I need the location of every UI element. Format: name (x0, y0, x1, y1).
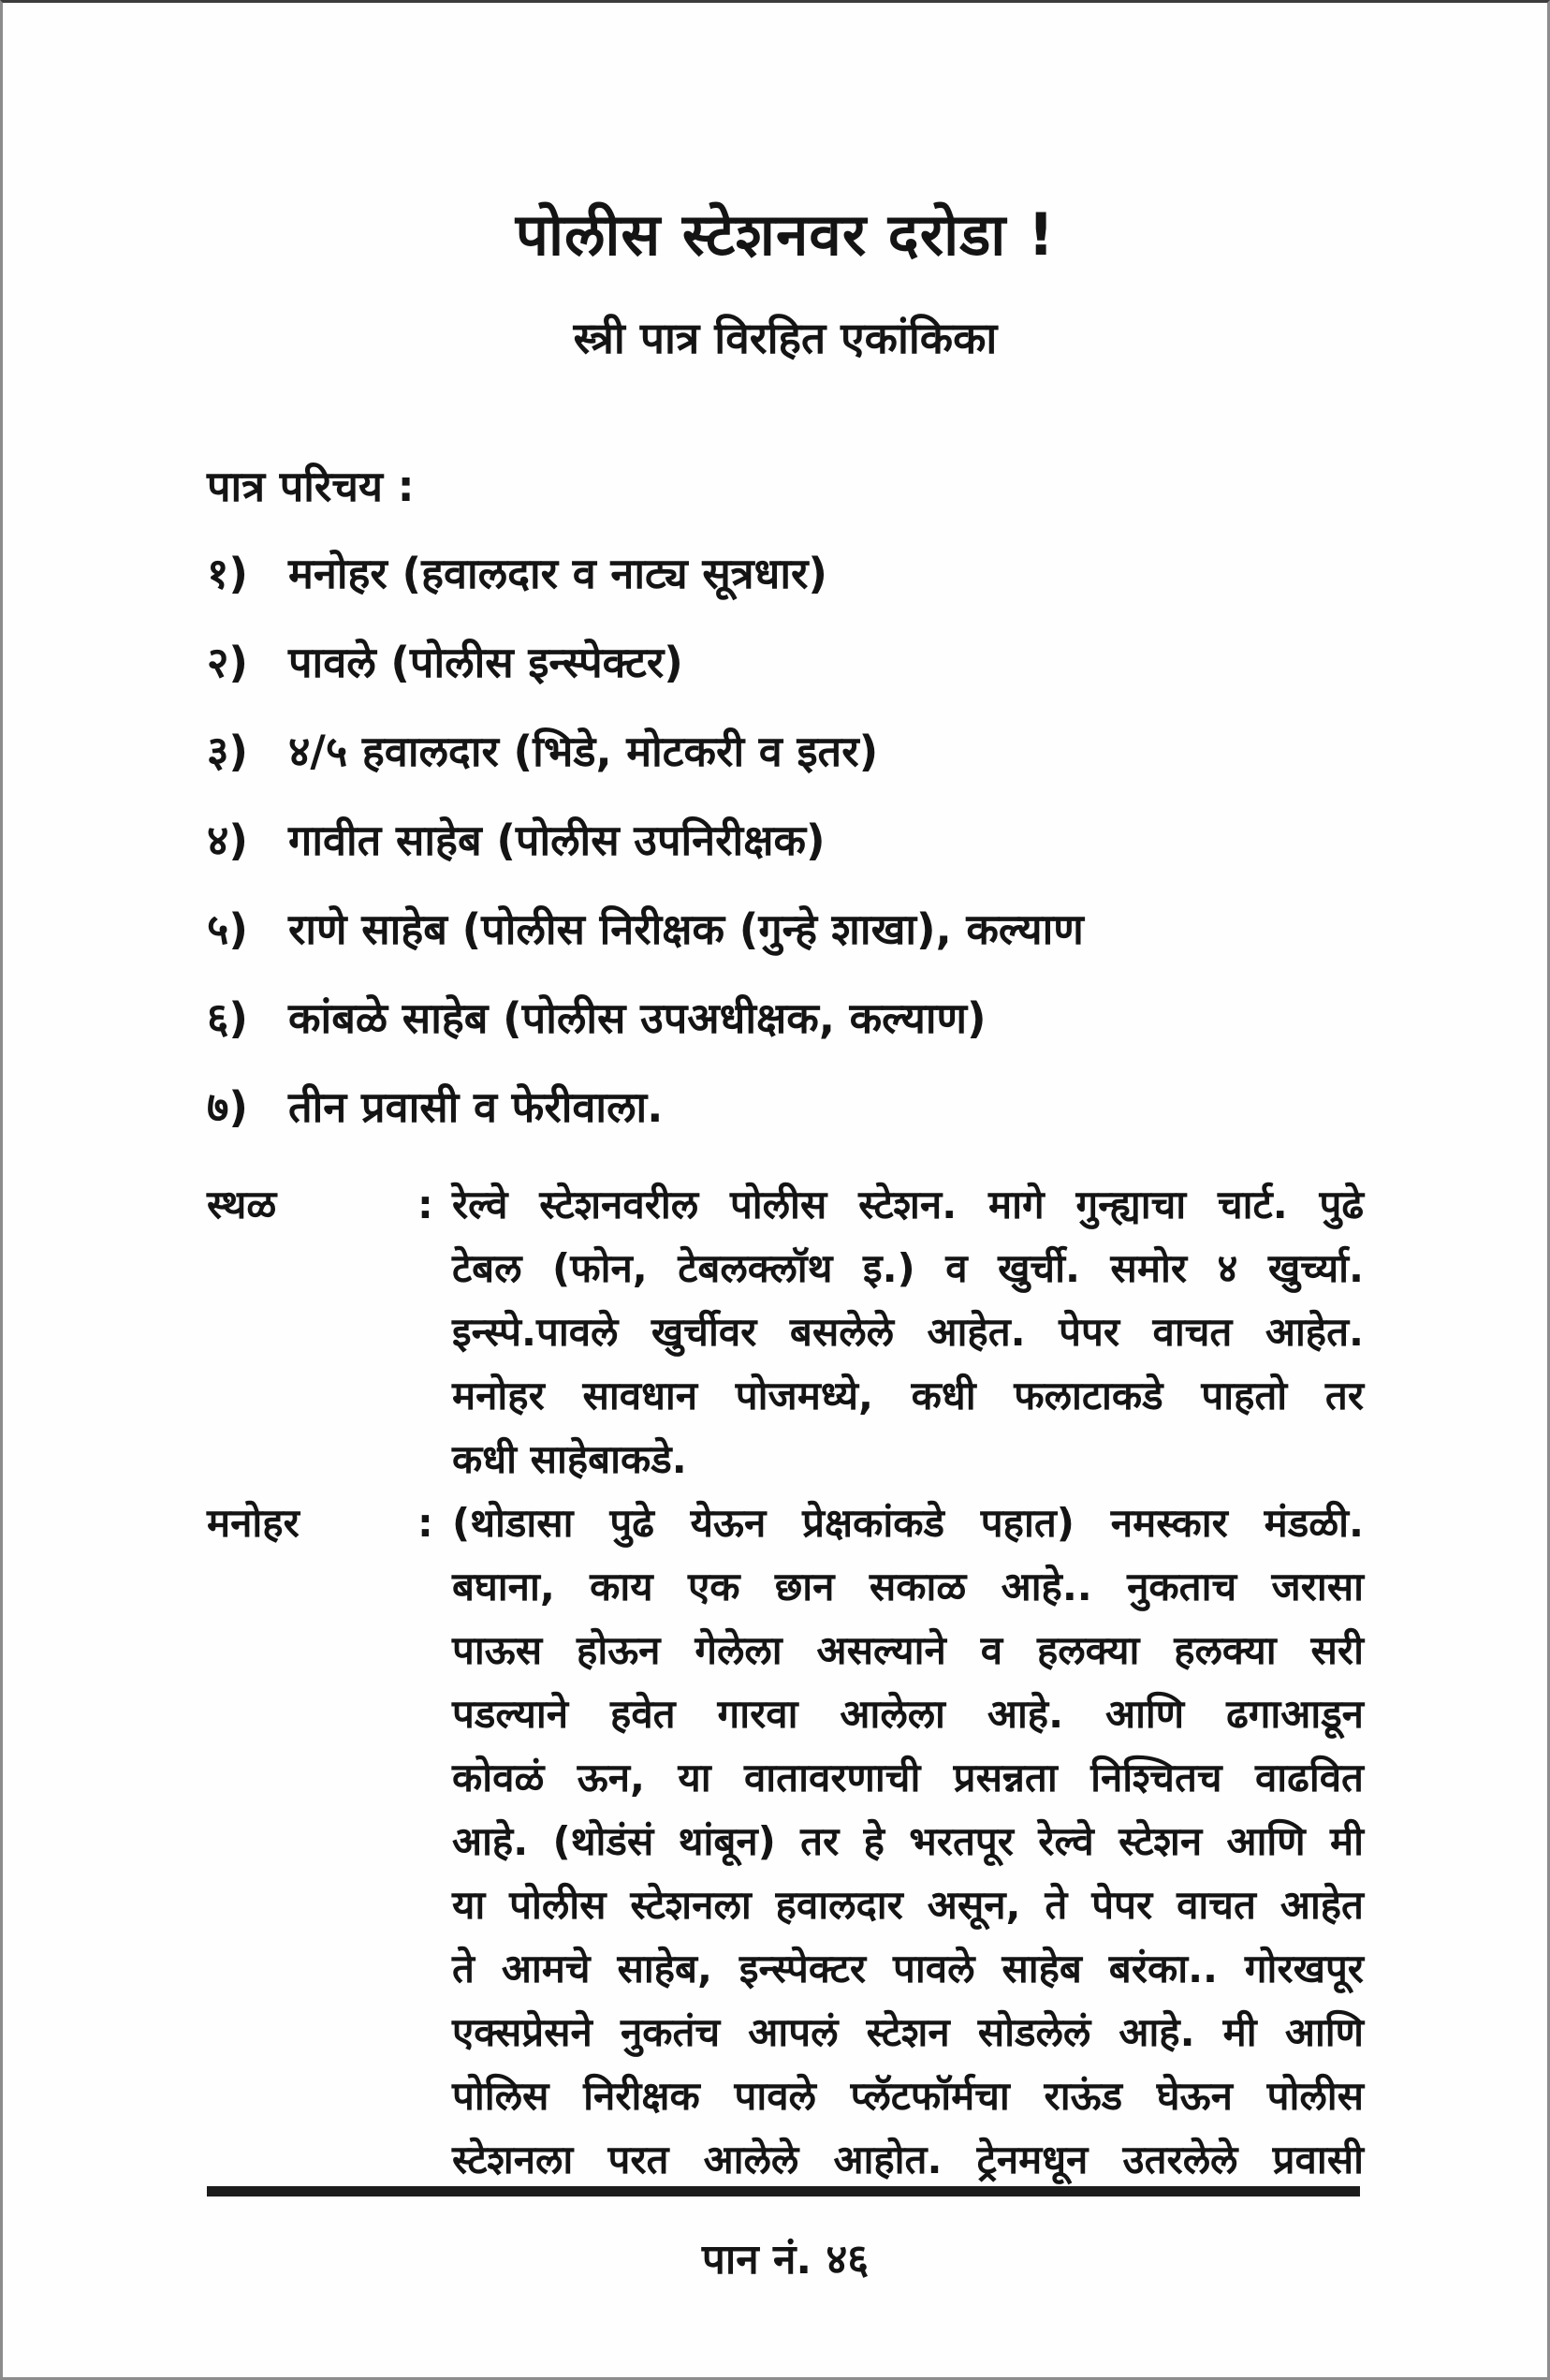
cast-item-text: मनोहर (हवालदार व नाट्य सूत्रधार) (288, 548, 827, 598)
text-line: कोवळं ऊन, या वातावरणाची प्रसन्नता निश्चितच वाढवित (452, 1754, 1364, 1800)
cast-item-number: ६) (207, 992, 248, 1043)
cast-item-text: गावीत साहेब (पोलीस उपनिरीक्षक) (288, 815, 826, 865)
script-blocks (207, 1173, 1364, 2192)
text-line: इन्स्पे.पावले खुर्चीवर बसलेले आहेत. पेपर वाचत आहेत. (452, 1308, 1364, 1355)
text-line: ते आमचे साहेब, इन्स्पेक्टर पावले साहेब बरंका.. गोरखपूर (452, 1945, 1364, 1991)
cast-item-number: ७) (207, 1081, 248, 1132)
text-line: कधी साहेबाकडे. (452, 1435, 687, 1482)
script-block-row (207, 1173, 1364, 1491)
cast-item (207, 728, 1364, 775)
label-colon: : (417, 1181, 433, 1227)
block-text (452, 1173, 1364, 1491)
cast-item (207, 992, 1364, 1043)
cast-item-number: ४) (207, 815, 248, 865)
script-block-row (207, 1491, 1364, 2192)
block-text (452, 1491, 1364, 2192)
cast-item-text: पावले (पोलीस इन्स्पेक्टर) (288, 637, 683, 687)
text-line: पाऊस होऊन गेलेला असल्याने व हलक्या हलक्या सरी (452, 1626, 1364, 1673)
cast-item-text: राणे साहेब (पोलीस निरीक्षक (गुन्हे शाखा), कल्याण (288, 904, 1084, 954)
cast-item (207, 548, 1364, 598)
cast-list (207, 548, 1364, 1132)
cast-item-number: ५) (207, 904, 248, 954)
cast-item-text: कांबळे साहेब (पोलीस उपअधीक्षक, कल्याण) (288, 992, 987, 1043)
text-line: पडल्याने हवेत गारवा आलेला आहे. आणि ढगाआडून (452, 1690, 1364, 1737)
text-line: (थोडासा पुढे येऊन प्रेक्षकांकडे पहात) नमस्कार मंडळी. (452, 1499, 1364, 1546)
cast-item (207, 817, 1364, 864)
text-line: टेबल (फोन, टेबलक्लॉथ इ.) व खुर्ची. समोर ४ खुर्च्या. (452, 1244, 1364, 1291)
text-line: स्टेशनला परत आलेले आहोत. ट्रेनमधून उतरलेले प्रवासी (452, 2136, 1364, 2182)
speaker-label: मनोहर (207, 1499, 300, 1546)
cast-item-text: ४/५ हवालदार (भिडे, मोटकरी व इतर) (288, 726, 879, 776)
cast-item (207, 906, 1364, 953)
cast-heading: पात्र परिचय : (207, 461, 415, 511)
cast-item-number: १) (207, 548, 248, 598)
text-line: आहे. (थोडंसं थांबून) तर हे भरतपूर रेल्वे स्टेशन आणि मी (452, 1817, 1364, 1864)
label-colon: : (417, 1499, 433, 1546)
cast-item-text: तीन प्रवासी व फेरीवाला. (288, 1081, 664, 1132)
page-number: पान नं. ४६ (701, 2236, 870, 2284)
text-line: मनोहर सावधान पोजमध्ये, कधी फलाटाकडे पाहतो तर (452, 1372, 1364, 1418)
text-line: एक्सप्रेसने नुकतंच आपलं स्टेशन सोडलेलं आहे. मी आणि (452, 2008, 1364, 2055)
text-line: बघाना, काय एक छान सकाळ आहे.. नुकताच जरासा (452, 1563, 1364, 1609)
text-line: या पोलीस स्टेशनला हवालदार असून, ते पेपर वाचत आहेत (452, 1881, 1364, 1928)
page-subtitle: स्त्री पात्र विरहित एकांकिका (573, 313, 998, 364)
footer-rule (207, 2186, 1360, 2196)
text-line: पोलिस निरीक्षक पावले प्लॅटफॉर्मचा राऊंड घेऊन पोलीस (452, 2072, 1364, 2119)
page-title: पोलीस स्टेशनवर दरोडा ! (515, 200, 1056, 269)
cast-item (207, 1081, 1364, 1132)
cast-item-number: ३) (207, 726, 248, 776)
text-line: रेल्वे स्टेशनवरील पोलीस स्टेशन. मागे गुन्ह्याचा चार्ट. पुढे (452, 1181, 1364, 1227)
cast-item-number: २) (207, 637, 248, 687)
speaker-label: स्थळ (207, 1181, 277, 1227)
cast-item (207, 639, 1364, 686)
